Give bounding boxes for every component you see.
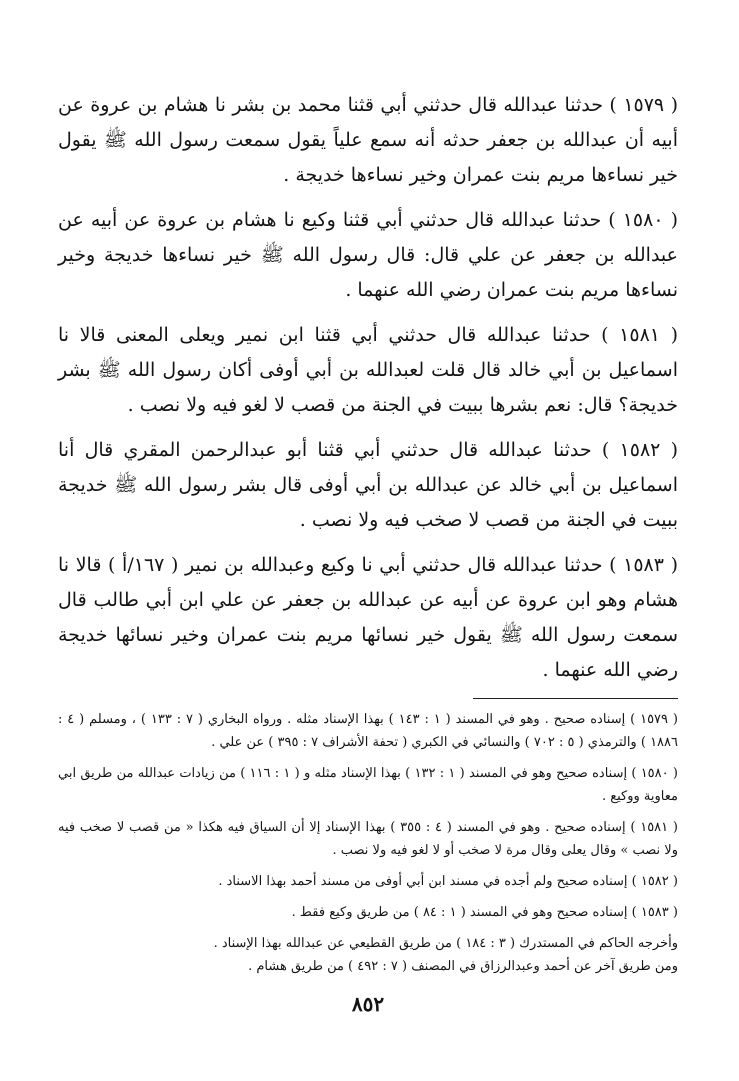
- footnote-1581: ( ١٥٨١ ) إسناده صحيح . وهو في المسند ( ٤ : ٣٥٥ ) بهذا الإسناد إلا أن السياق فيه هكذا « من قصب لا صخب فيه ولا نصب » وقال يعلى وقال مرة لا صخب أو لا لغو فيه ولا نصب .: [58, 820, 678, 858]
- hadith-1579: ( ١٥٧٩ ) حدثنا عبدالله قال حدثني أبي قثنا محمد بن بشر نا هشام بن عروة عن أبيه أن عبدالله بن جعفر حدثه أنه سمع علياً يقول سمعت رسول الله ﷺ يقول خير نساءها مريم بنت عمران وخير نساءها خديجة .: [58, 94, 679, 186]
- footnote-1583-hakim: وأخرجه الحاكم في المستدرك ( ٣ : ١٨٤ ) من طريق القطيعي عن عبدالله بهذا الإسناد .: [213, 936, 678, 951]
- hadith-1582: ( ١٥٨٢ ) حدثنا عبدالله قال حدثني أبي قثنا أبو عبدالرحمن المقري قال أنا اسماعيل بن أبي خالد عن عبدالله بن أبي أوفى قال بشر رسول الله ﷺ خديجة ببيت في الجنة من قصب لا صخب فيه ولا نصب .: [58, 439, 679, 531]
- page-number: ٨٥٢: [351, 992, 385, 1016]
- book-page: [58, 88, 678, 1048]
- footnote-1579: ( ١٥٧٩ ) إسناده صحيح . وهو في المسند ( ١ : ١٤٣ ) بهذا الإسناد مثله . ورواه البخاري ( ٧ : ١٣٣ ) ، ومسلم ( ٤ : ١٨٨٦ ) والترمذي ( ٥ : ٧٠٢ ) والنسائي في الكبري ( تحفة الأشراف ٧ : ٣٩٥ ) عن علي .: [58, 712, 678, 750]
- footnote-1583: ( ١٥٨٣ ) إسناده صحيح وهو في المسند ( ١ : ٨٤ ) من طريق وكيع فقط .: [291, 905, 678, 920]
- footnote-divider: [473, 698, 678, 699]
- hadith-1580: ( ١٥٨٠ ) حدثنا عبدالله قال حدثني أبي قثنا وكيع نا هشام بن عروة عن أبيه عن عبدالله بن جعفر عن علي قال: قال رسول الله ﷺ خير نساءها خديجة وخير نساءها مريم بنت عمران رضي الله عنهما .: [58, 209, 678, 301]
- footnotes: [58, 698, 678, 978]
- hadith-1583: ( ١٥٨٣ ) حدثنا عبدالله قال حدثني أبي نا وكيع وعبدالله بن نمير ( ١٦٧/أ ) قالا نا هشام وهو ابن عروة عن أبيه عن عبدالله بن جعفر عن علي ابن أبي طالب قال سمعت رسول الله ﷺ يقول خير نسائها مريم بنت عمران وخير نسائها خديجة رضي الله عنهما .: [58, 554, 678, 681]
- footnote-1583-other: ومن طريق آخر عن أحمد وعبدالرزاق في المصنف ( ٧ : ٤٩٢ ) من طريق هشام .: [248, 959, 678, 974]
- footnote-1582: ( ١٥٨٢ ) إسناده صحيح ولم أجده في مسند ابن أبي أوفى من مسند أحمد بهذا الاسناد .: [218, 874, 678, 889]
- footnote-1580: ( ١٥٨٠ ) إسناده صحيح وهو في المسند ( ١ : ١٣٢ ) بهذا الإسناد مثله و ( ١ : ١١٦ ) من زيادات عبدالله من طريق ابي معاوية ووكيع .: [58, 766, 678, 804]
- hadith-1581: ( ١٥٨١ ) حدثنا عبدالله قال حدثني أبي قثنا ابن نمير ويعلى المعنى قالا نا اسماعيل بن أبي خالد قال قلت لعبدالله بن أبي أوفى أكان رسول الله ﷺ بشر خديجة؟ قال: نعم بشرها ببيت في الجنة من قصب لا لغو فيه ولا نصب .: [58, 324, 678, 416]
